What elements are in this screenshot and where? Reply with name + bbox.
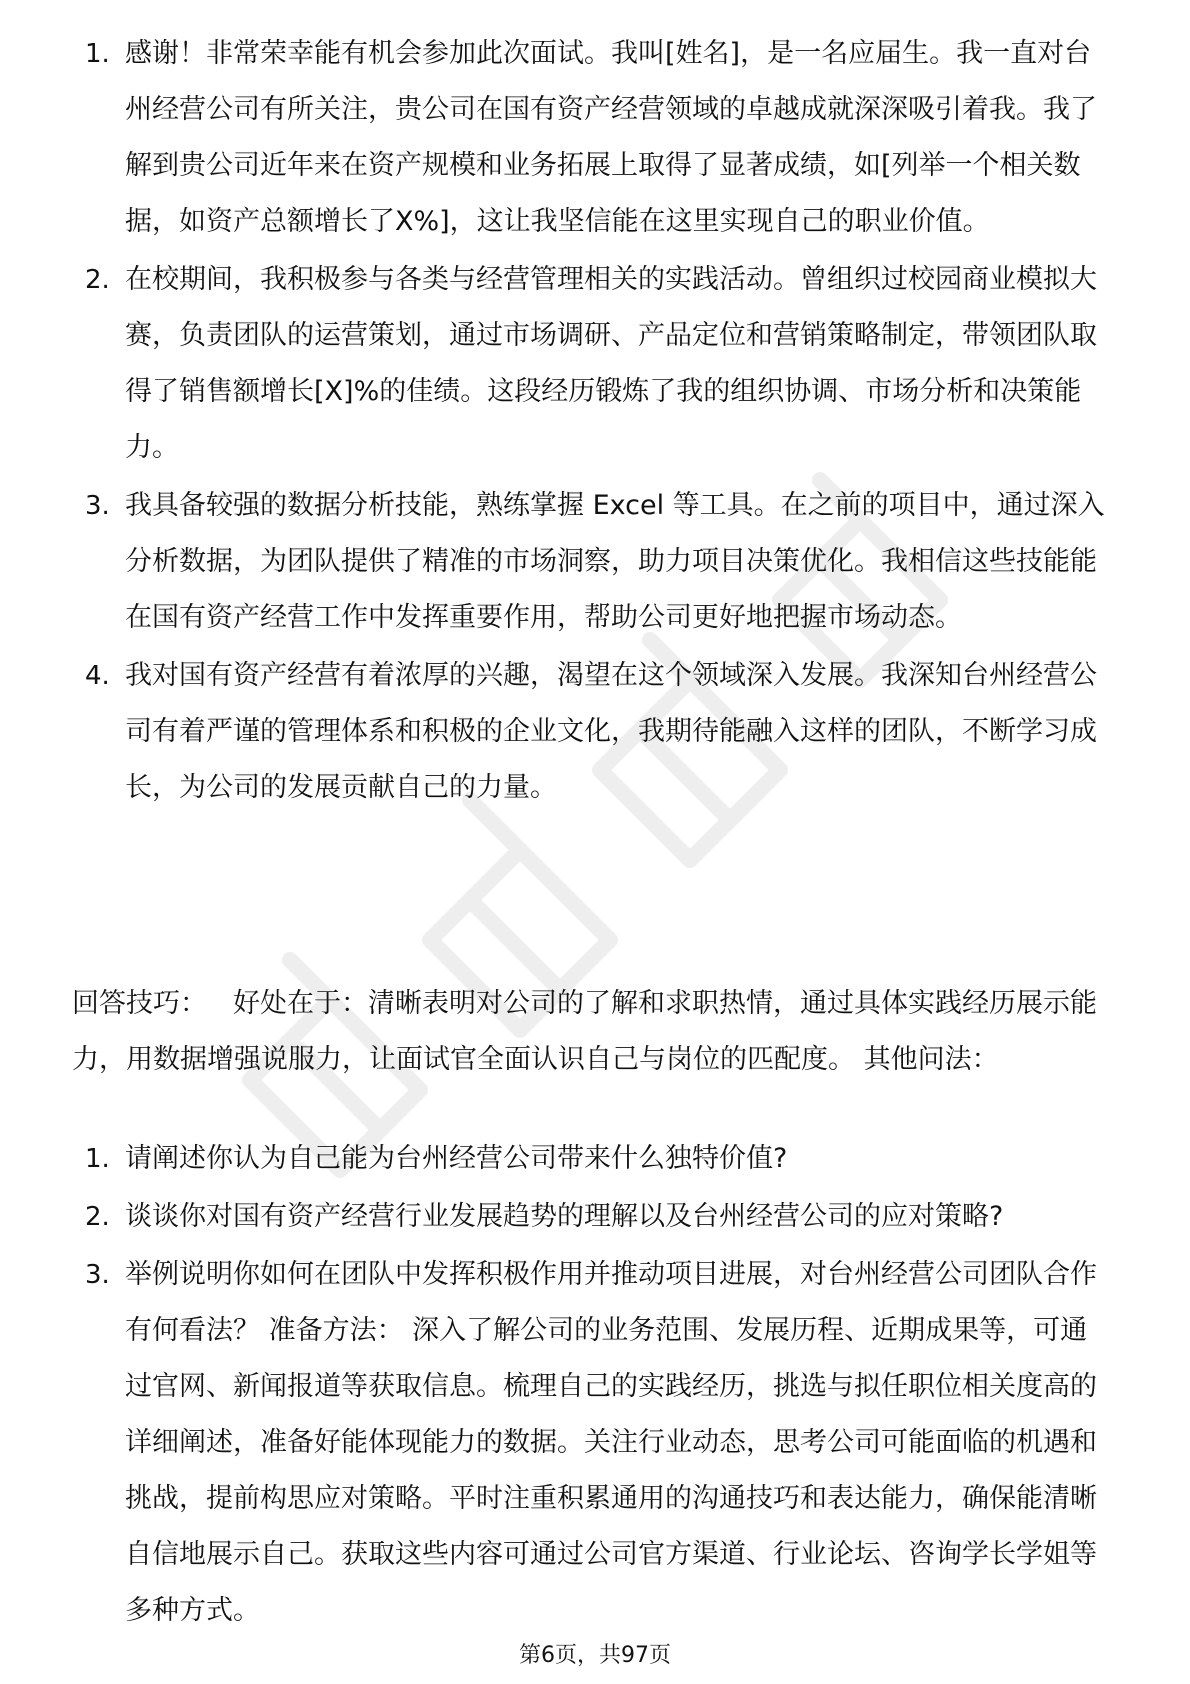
question-item-1 (0, 1131, 1190, 1187)
tip-text: 好处在于：清晰表明对公司的了解和求职热情，通过具体实践经历展示能力，用数据增强说服力，让面试官全面认识自己与岗位的匹配度。 其他问法： (72, 988, 1097, 1075)
answer-text: 在校期间，我积极参与各类与经营管理相关的实践活动。曾组织过校园商业模拟大赛，负责团队的运营策划，通过市场调研、产品定位和营销策略制定，带领团队取得了销售额增长[X]%的佳绩。这段经历锻炼了我的组织协调、市场分析和决策能力。 (125, 264, 1097, 463)
page-number-footer: 第6页，共97页 (519, 1643, 671, 1668)
question-text: 谈谈你对国有资产经营行业发展趋势的理解以及台州经营公司的应对策略? (125, 1201, 1004, 1232)
question-item-3 (0, 1247, 1190, 1639)
list-number: 2. (85, 265, 110, 295)
answer-item-4 (0, 648, 1190, 816)
answer-tips-paragraph (72, 976, 1112, 1088)
list-number: 1. (85, 1144, 110, 1174)
tip-label: 回答技巧： (72, 988, 207, 1019)
question-item-2 (0, 1189, 1190, 1245)
answer-item-1 (0, 26, 1190, 250)
answer-text: 我具备较强的数据分析技能，熟练掌握 Excel 等工具。在之前的项目中，通过深入分析数据，为团队提供了精准的市场洞察，助力项目决策优化。我相信这些技能能在国有资产经营工作中发挥重要作用，帮助公司更好地把握市场动态。 (125, 490, 1105, 633)
list-number: 3. (85, 491, 110, 521)
alternative-questions-list (0, 1131, 1190, 1639)
answer-item-3 (0, 478, 1190, 646)
question-text: 请阐述你认为自己能为台州经营公司带来什么独特价值? (125, 1143, 788, 1174)
list-number: 3. (85, 1260, 110, 1290)
answer-item-2 (0, 252, 1190, 476)
question-text: 举例说明你如何在团队中发挥积极作用并推动项目进展，对台州经营公司团队合作有何看法？ 准备方法： 深入了解公司的业务范围、发展历程、近期成果等，可通过官网、新闻报道等获取信息。梳理自己的实践经历，挑选与拟任职位相关度高的详细阐述，准备好能体现能力的数据。关注行业动态，思考公司可能面临的机遇和挑战，提前构思应对策略。平时注重积累通用的沟通技巧和表达能力，确保能清晰自信地展示自己。获取这些内容可通过公司官方渠道、行业论坛、咨询学长学姐等多种方式。 (125, 1259, 1097, 1626)
answer-text: 感谢！非常荣幸能有机会参加此次面试。我叫[姓名]，是一名应届生。我一直对台州经营公司有所关注，贵公司在国有资产经营领域的卓越成就深深吸引着我。我了解到贵公司近年来在资产规模和业务拓展上取得了显著成绩，如[列举一个相关数据，如资产总额增长了X%]，这让我坚信能在这里实现自己的职业价值。 (125, 38, 1097, 237)
page-top-edge (0, 0, 1190, 30)
list-number: 2. (85, 1202, 110, 1232)
list-number: 4. (85, 661, 110, 691)
answer-text: 我对国有资产经营有着浓厚的兴趣，渴望在这个领域深入发展。我深知台州经营公司有着严谨的管理体系和积极的企业文化，我期待能融入这样的团队，不断学习成长，为公司的发展贡献自己的力量。 (125, 660, 1097, 803)
list-number: 1. (85, 39, 110, 69)
answer-list (0, 26, 1190, 816)
